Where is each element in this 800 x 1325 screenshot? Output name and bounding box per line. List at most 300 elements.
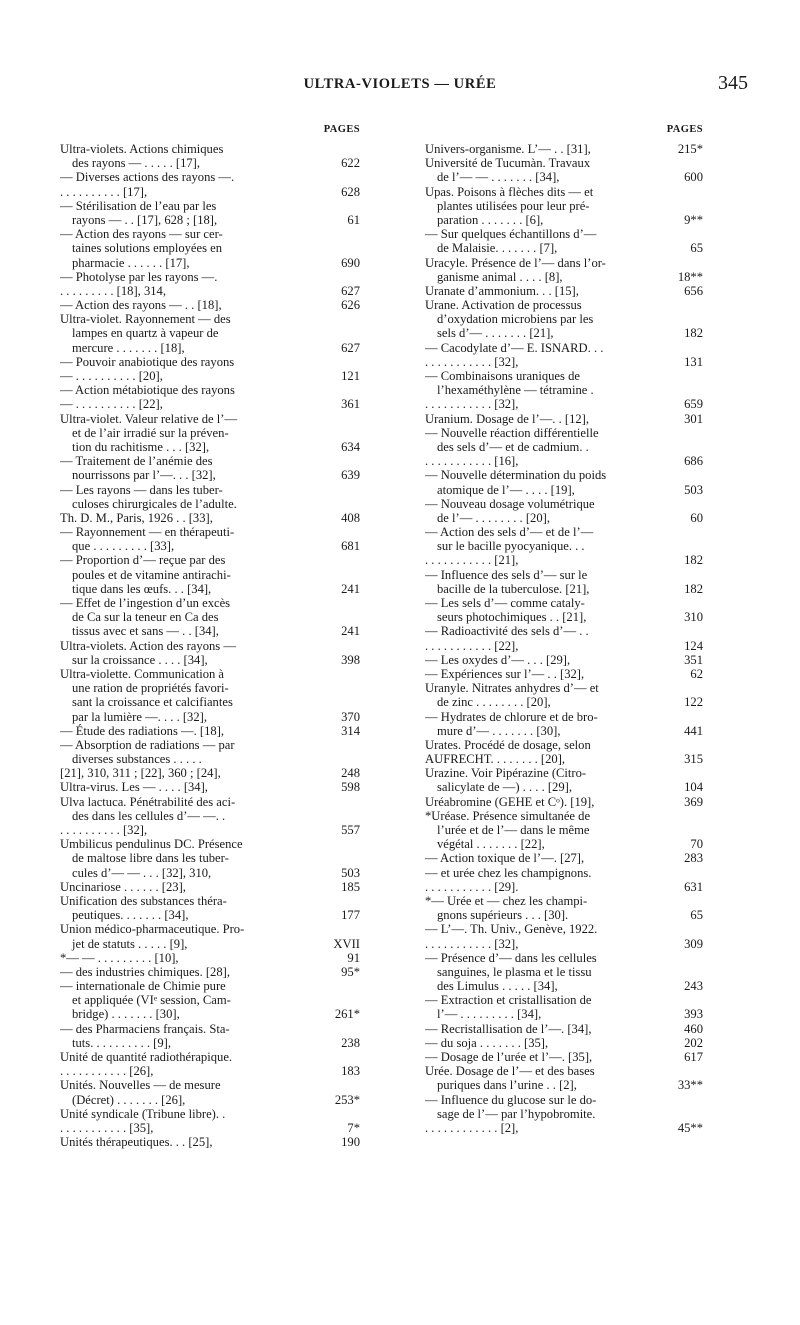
- entry-text: rayons — . . [17], 628 ; [18],: [72, 212, 218, 227]
- entry-page: [318, 738, 360, 752]
- entry-page: 61: [347, 212, 360, 227]
- index-line: [60, 170, 360, 184]
- running-header: ULTRA-VIOLETS — URÉE: [303, 76, 497, 92]
- entry-page: [318, 355, 360, 369]
- entry-page: [647, 738, 703, 752]
- index-line: [60, 823, 360, 837]
- entry-text: *Uréase. Présence simultanée de: [425, 808, 591, 823]
- entry-page: 121: [341, 369, 360, 383]
- entry-page: [647, 894, 703, 908]
- entry-page: [647, 1093, 703, 1107]
- entry-page: 65: [690, 241, 703, 256]
- entry-page: [318, 795, 360, 809]
- index-line: [60, 1121, 360, 1135]
- entry-page: [318, 227, 360, 241]
- index-line: [425, 1050, 703, 1064]
- entry-page: 182: [684, 581, 703, 596]
- entry-page: 690: [341, 255, 360, 270]
- index-line: [60, 511, 360, 525]
- entry-text: et de l’air irradié sur la préven-: [72, 425, 229, 440]
- entry-text: . . . . . . . . . . [17],: [60, 184, 148, 199]
- entry-page: [647, 681, 703, 695]
- index-line: [425, 908, 703, 922]
- entry-page: 62: [690, 666, 703, 681]
- right-entries: [425, 142, 703, 1135]
- index-line: [425, 1078, 703, 1092]
- index-line: [60, 1107, 360, 1121]
- entry-text: — Les sels d’— comme cataly-: [425, 596, 585, 610]
- entry-text: bacille de la tuberculose. [21],: [437, 581, 590, 596]
- entry-text: Uranyle. Nitrates anhydres d’— et: [425, 681, 599, 696]
- entry-page: [318, 1078, 360, 1092]
- entry-page: 503: [684, 482, 703, 497]
- entry-text: — Proportion d’— reçue par des: [60, 553, 226, 568]
- entry-text: Urazine. Voir Pipérazine (Citro-: [425, 766, 587, 781]
- entry-page: [647, 596, 703, 610]
- index-line: [425, 369, 703, 383]
- entry-page: 627: [341, 283, 360, 298]
- index-line: [60, 227, 360, 241]
- entry-page: 441: [684, 723, 703, 738]
- index-line: [425, 681, 703, 695]
- entry-text: . . . . . . . . . . . [29].: [425, 879, 519, 894]
- index-line: [60, 1036, 360, 1050]
- entry-page: 598: [341, 780, 360, 795]
- entry-text: de l’— . . . . . . . . [20],: [437, 510, 550, 525]
- entry-page: 45**: [677, 1120, 703, 1135]
- entry-page: [318, 894, 360, 908]
- entry-page: [318, 426, 360, 440]
- entry-page: 681: [341, 539, 360, 554]
- entry-page: 310: [684, 610, 703, 625]
- index-line: [425, 1064, 703, 1078]
- entry-text: d’oxydation microbiens par les: [437, 312, 594, 327]
- index-line: [425, 568, 703, 582]
- entry-text: — Action des rayons — sur cer-: [60, 227, 223, 242]
- index-line: [60, 582, 360, 596]
- entry-page: [647, 1107, 703, 1121]
- entry-text: — L’—. Th. Univ., Genève, 1922.: [425, 922, 598, 937]
- index-line: [60, 270, 360, 284]
- entry-page: 215*: [677, 142, 703, 156]
- index-line: [425, 653, 703, 667]
- index-line: [425, 795, 703, 809]
- entry-page: [647, 497, 703, 511]
- entry-text: peutiques. . . . . . . [34],: [72, 908, 189, 923]
- entry-text: de zinc . . . . . . . . [20],: [437, 695, 551, 710]
- entry-page: [647, 383, 703, 397]
- entry-page: [647, 199, 703, 213]
- entry-text: de l’— — . . . . . . . [34],: [437, 170, 560, 185]
- entry-text: des dans les cellules d’— —. .: [72, 808, 226, 823]
- entry-text: Ultra-violet. Rayonnement — des: [60, 312, 231, 327]
- entry-page: 361: [341, 397, 360, 412]
- entry-page: [318, 483, 360, 497]
- entry-page: [647, 951, 703, 965]
- index-line: [425, 525, 703, 539]
- entry-page: 639: [341, 468, 360, 483]
- entry-page: [318, 979, 360, 993]
- entry-page: 369: [684, 794, 703, 809]
- entry-page: 656: [684, 283, 703, 298]
- index-line: [60, 397, 360, 411]
- entry-text: tique dans les œufs. . . [34],: [72, 581, 212, 596]
- entry-text: culoses chirurgicales de l’adulte.: [72, 496, 237, 511]
- entry-text: — Dosage de l’urée et l’—. [35],: [425, 1050, 593, 1064]
- index-line: [425, 553, 703, 567]
- index-line: [60, 993, 360, 1007]
- index-line: [60, 752, 360, 766]
- entry-page: 124: [684, 638, 703, 653]
- index-line: [60, 610, 360, 624]
- entry-text: sant la croissance et calcifiantes: [72, 695, 233, 710]
- entry-page: [318, 695, 360, 709]
- entry-text: — Action toxique de l’—. [27],: [425, 851, 585, 866]
- entry-page: 238: [341, 1035, 360, 1050]
- entry-page: [318, 553, 360, 567]
- entry-text: — Étude des radiations —. [18],: [60, 723, 225, 738]
- index-line: [60, 1050, 360, 1064]
- index-line: [60, 1093, 360, 1107]
- index-line: [425, 341, 703, 355]
- entry-page: [318, 568, 360, 582]
- entry-page: [647, 568, 703, 582]
- entry-text: Ultra-violette. Communication à: [60, 666, 225, 681]
- entry-page: 177: [341, 908, 360, 923]
- entry-page: 626: [341, 298, 360, 313]
- entry-page: [318, 525, 360, 539]
- index-line: [60, 979, 360, 993]
- entry-text: puriques dans l’urine . . [2],: [437, 1078, 577, 1093]
- entry-text: *— Urée et — chez les champi-: [425, 893, 588, 908]
- entry-text: Umbilicus pendulinus DC. Présence: [60, 837, 243, 852]
- index-line: [60, 298, 360, 312]
- page-number: 345: [718, 72, 748, 94]
- entry-page: 460: [684, 1021, 703, 1036]
- entry-text: des rayons — . . . . . [17],: [72, 156, 201, 171]
- entry-text: — Action des sels d’— et de l’—: [425, 525, 594, 540]
- entry-page: [647, 922, 703, 936]
- entry-text: de Malaisie. . . . . . . [7],: [437, 241, 558, 256]
- entry-text: Uracyle. Présence de l’— dans l’or-: [425, 255, 606, 270]
- index-line: [425, 695, 703, 709]
- entry-page: [647, 525, 703, 539]
- index-line: [425, 993, 703, 1007]
- index-line: [425, 639, 703, 653]
- index-line: [60, 1135, 360, 1149]
- entry-page: [318, 1022, 360, 1036]
- entry-text: . . . . . . . . . . . [22],: [425, 638, 519, 653]
- entry-page: 622: [341, 156, 360, 171]
- entry-page: [647, 369, 703, 383]
- entry-text: — Absorption de radiations — par: [60, 737, 235, 752]
- index-line: [60, 241, 360, 255]
- entry-page: 393: [684, 1007, 703, 1022]
- entry-text: — . . . . . . . . . . [20],: [60, 369, 163, 383]
- entry-text: salicylate de —) . . . . [29],: [437, 780, 572, 795]
- index-line: [425, 780, 703, 794]
- entry-page: [647, 766, 703, 780]
- index-line: [425, 1093, 703, 1107]
- entry-page: [647, 1064, 703, 1078]
- entry-text: taines solutions employées en: [72, 241, 223, 256]
- entry-page: [647, 468, 703, 482]
- entry-text: Univers-organisme. L’— . . [31],: [425, 142, 591, 156]
- entry-page: [318, 199, 360, 213]
- entry-text: Urates. Procédé de dosage, selon: [425, 737, 591, 752]
- entry-page: 627: [341, 340, 360, 355]
- entry-page: [647, 341, 703, 355]
- entry-page: 183: [341, 1064, 360, 1079]
- entry-page: [318, 667, 360, 681]
- index-line: [425, 582, 703, 596]
- entry-page: [647, 440, 703, 454]
- entry-text: et appliquée (VIᵉ session, Cam-: [72, 993, 231, 1008]
- index-line: [60, 1064, 360, 1078]
- entry-text: — Influence du glucose sur le do-: [425, 1092, 597, 1107]
- entry-page: 7*: [347, 1120, 360, 1135]
- index-line: [60, 894, 360, 908]
- index-line: [60, 156, 360, 170]
- index-line: [425, 383, 703, 397]
- entry-text: — internationale de Chimie pure: [60, 979, 226, 994]
- entry-page: 261*: [334, 1007, 360, 1022]
- entry-text: — du soja . . . . . . . [35],: [425, 1035, 549, 1050]
- entry-page: [318, 497, 360, 511]
- entry-text: sage de l’— par l’hypobromite.: [437, 1106, 596, 1121]
- entry-page: 309: [684, 936, 703, 951]
- entry-page: [318, 1107, 360, 1121]
- entry-text: — Nouveau dosage volumétrique: [425, 496, 595, 511]
- entry-page: [318, 412, 360, 426]
- index-line: [60, 341, 360, 355]
- index-line: [425, 397, 703, 411]
- index-line: [425, 922, 703, 936]
- entry-page: 600: [684, 170, 703, 185]
- index-line: [425, 1036, 703, 1050]
- entry-text: — Radioactivité des sels d’— . .: [425, 624, 589, 639]
- entry-text: poules et de vitamine antirachi-: [72, 567, 231, 582]
- entry-page: XVII: [333, 936, 360, 951]
- entry-text: Ultra-violet. Valeur relative de l’—: [60, 411, 238, 426]
- entry-text: — Pouvoir anabiotique des rayons: [60, 354, 235, 369]
- entry-text: — Recristallisation de l’—. [34],: [425, 1021, 592, 1036]
- entry-page: 408: [341, 510, 360, 525]
- index-line: [425, 951, 703, 965]
- entry-text: bridge) . . . . . . . [30],: [72, 1007, 180, 1022]
- entry-text: mure d’— . . . . . . . [30],: [437, 723, 561, 738]
- entry-page: [647, 866, 703, 880]
- entry-text: atomique de l’— . . . . [19],: [437, 482, 575, 497]
- index-line: [60, 568, 360, 582]
- entry-page: 122: [684, 695, 703, 710]
- entry-text: . . . . . . . . . . . . [2],: [425, 1120, 519, 1135]
- index-line: [60, 724, 360, 738]
- index-line: [425, 752, 703, 766]
- index-line: [60, 738, 360, 752]
- entry-text: — Traitement de l’anémie des: [60, 454, 213, 469]
- index-line: [425, 766, 703, 780]
- entry-page: 131: [684, 354, 703, 369]
- entry-text: Ultra-violets. Action des rayons —: [60, 638, 236, 653]
- entry-text: Ulva lactuca. Pénétrabilité des aci-: [60, 794, 236, 809]
- index-line: [425, 440, 703, 454]
- entry-text: plantes utilisées pour leur pré-: [437, 198, 590, 213]
- index-line: [60, 553, 360, 567]
- entry-text: — Nouvelle détermination du poids: [425, 468, 607, 483]
- entry-text: Unification des substances théra-: [60, 893, 227, 908]
- index-line: [425, 199, 703, 213]
- entry-text: Unités. Nouvelles — de mesure: [60, 1078, 221, 1093]
- index-line: [425, 937, 703, 951]
- entry-text: — des industries chimiques. [28],: [60, 964, 230, 979]
- entry-page: [647, 312, 703, 326]
- entry-text: mercure . . . . . . . [18],: [72, 340, 185, 355]
- index-line: [425, 894, 703, 908]
- entry-page: [647, 156, 703, 170]
- entry-text: . . . . . . . . . [18], 314,: [60, 283, 166, 298]
- index-line: [425, 809, 703, 823]
- entry-text: — Cacodylate d’— E. ISNARD. . .: [425, 340, 604, 355]
- index-line: [60, 795, 360, 809]
- entry-page: [647, 624, 703, 638]
- entry-text: (Décret) . . . . . . . [26],: [72, 1092, 186, 1107]
- entry-text: Upas. Poisons à flèches dits — et: [425, 184, 594, 199]
- entry-text: Unités thérapeutiques. . . [25],: [60, 1135, 213, 1150]
- index-line: [60, 539, 360, 553]
- index-line: [425, 326, 703, 340]
- entry-text: . . . . . . . . . . . [32],: [425, 354, 519, 369]
- index-line: [60, 766, 360, 780]
- index-line: [425, 497, 703, 511]
- entry-text: — Sur quelques échantillons d’—: [425, 227, 597, 242]
- index-line: [60, 837, 360, 851]
- entry-page: 241: [341, 624, 360, 639]
- entry-page: [647, 823, 703, 837]
- entry-text: [21], 310, 311 ; [22], 360 ; [24],: [60, 766, 221, 781]
- index-line: [425, 156, 703, 170]
- entry-text: diverses substances . . . . .: [72, 752, 202, 767]
- index-line: [60, 851, 360, 865]
- index-line: [60, 908, 360, 922]
- index-line: [60, 497, 360, 511]
- entry-page: [647, 227, 703, 241]
- left-column: [60, 124, 360, 1149]
- index-line: [60, 454, 360, 468]
- index-line: [425, 298, 703, 312]
- entry-page: 398: [341, 652, 360, 667]
- entry-text: — Les oxydes d’— . . . [29],: [425, 652, 571, 667]
- index-line: [425, 738, 703, 752]
- index-line: [60, 667, 360, 681]
- index-line: [60, 937, 360, 951]
- entry-page: [318, 993, 360, 1007]
- entry-page: [318, 752, 360, 766]
- entry-text: sanguines, le plasma et le tissu: [437, 964, 592, 979]
- entry-text: tion du rachitisme . . . [32],: [72, 439, 210, 454]
- pages-column-heading: PAGES: [666, 124, 703, 135]
- entry-page: [318, 851, 360, 865]
- index-line: [425, 185, 703, 199]
- entry-text: Uréabromine (GEHE et Cᵒ). [19],: [425, 794, 595, 809]
- entry-text: . . . . . . . . . . . [16],: [425, 454, 519, 469]
- entry-text: — Action métabiotique des rayons: [60, 383, 235, 398]
- index-line: [425, 142, 703, 156]
- entry-text: . . . . . . . . . . . [32],: [425, 397, 519, 412]
- index-line: [425, 539, 703, 553]
- index-line: [60, 596, 360, 610]
- entry-text: l’— . . . . . . . . . [34],: [437, 1007, 542, 1022]
- entry-text: Ultra-virus. Les — . . . . [34],: [60, 780, 208, 795]
- entry-text: l’hexaméthylène — tétramine .: [437, 383, 594, 398]
- entry-page: [318, 596, 360, 610]
- index-line: [60, 681, 360, 695]
- entry-text: — Nouvelle réaction différentielle: [425, 425, 599, 440]
- entry-page: 686: [684, 454, 703, 469]
- index-line: [425, 355, 703, 369]
- entry-text: Urane. Activation de processus: [425, 298, 582, 313]
- index-line: [425, 965, 703, 979]
- entry-text: . . . . . . . . . . . [35],: [60, 1120, 154, 1135]
- entry-text: Ultra-violets. Actions chimiques: [60, 142, 224, 156]
- entry-page: 503: [341, 865, 360, 880]
- entry-page: 9**: [684, 212, 703, 227]
- entry-page: [318, 922, 360, 936]
- entry-page: [318, 610, 360, 624]
- entry-text: — Combinaisons uraniques de: [425, 369, 580, 383]
- index-line: [425, 667, 703, 681]
- entry-page: 33**: [677, 1078, 703, 1093]
- entry-text: *— — . . . . . . . . . [10],: [60, 950, 179, 965]
- entry-page: 182: [684, 553, 703, 568]
- index-line: [60, 312, 360, 326]
- entry-text: — Présence d’— dans les cellules: [425, 950, 597, 965]
- entry-page: [318, 326, 360, 340]
- index-line: [60, 710, 360, 724]
- index-line: [60, 326, 360, 340]
- entry-text: tuts. . . . . . . . . . [9],: [72, 1035, 171, 1050]
- index-line: [425, 610, 703, 624]
- pages-column-heading: PAGES: [323, 124, 360, 135]
- entry-page: [647, 426, 703, 440]
- entry-text: — Hydrates de chlorure et de bro-: [425, 709, 598, 724]
- entry-page: 241: [341, 581, 360, 596]
- entry-text: . . . . . . . . . . . [21],: [425, 553, 519, 568]
- entry-page: 628: [341, 184, 360, 199]
- entry-text: par la lumière —. . . . [32],: [72, 709, 207, 724]
- index-line: [425, 710, 703, 724]
- entry-page: [647, 710, 703, 724]
- entry-text: cules d’— — . . . [32], 310,: [72, 865, 212, 880]
- index-line: [60, 383, 360, 397]
- entry-text: tissus avec et sans — . . [34],: [72, 624, 219, 639]
- index-line: [425, 1007, 703, 1021]
- entry-page: 60: [690, 510, 703, 525]
- entry-text: — Effet de l’ingestion d’un excès: [60, 596, 231, 610]
- index-line: [60, 440, 360, 454]
- entry-page: [647, 539, 703, 553]
- entry-text: nourrissons par l’—. . . [32],: [72, 468, 216, 483]
- entry-page: 190: [341, 1135, 360, 1150]
- entry-text: — Action des rayons — . . [18],: [60, 298, 222, 313]
- entry-text: Uranium. Dosage de l’—. . [12],: [425, 411, 590, 426]
- entry-page: 70: [690, 837, 703, 852]
- entry-text: des sels d’— et de cadmium. .: [437, 439, 589, 454]
- entry-text: Uncinariose . . . . . . [23],: [60, 879, 186, 894]
- entry-page: [318, 241, 360, 255]
- entry-page: [318, 809, 360, 823]
- entry-text: une ration de propriétés favori-: [72, 681, 229, 696]
